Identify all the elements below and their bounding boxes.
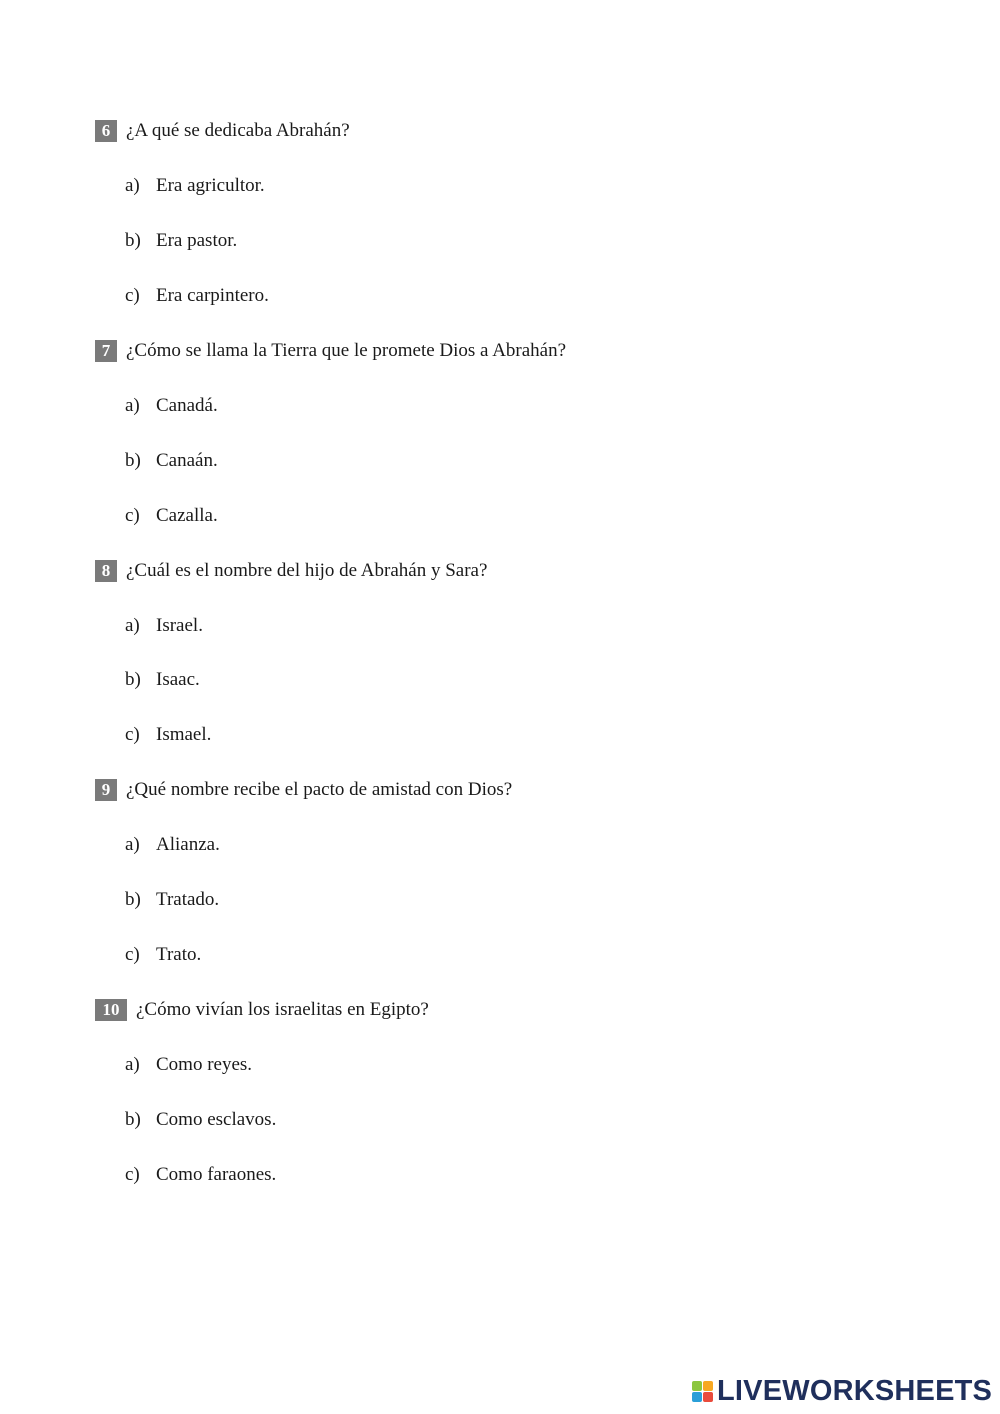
option-letter: c) (125, 285, 140, 306)
option-7a[interactable] (125, 394, 218, 418)
logo-square-green (692, 1381, 702, 1391)
logo-square-orange (703, 1381, 713, 1391)
option-text: Como faraones. (156, 1164, 277, 1185)
option-text: Como reyes. (156, 1054, 253, 1075)
option-text: Canaán. (156, 450, 218, 471)
option-6b[interactable] (125, 229, 237, 253)
question-text: ¿A qué se dedicaba Abrahán? (126, 120, 350, 141)
option-letter: b) (125, 889, 141, 910)
option-9a[interactable] (125, 833, 220, 857)
option-letter: b) (125, 669, 141, 690)
logo-square-blue (692, 1392, 702, 1402)
option-letter: b) (125, 1109, 141, 1130)
option-text: Isaac. (156, 669, 200, 690)
question-number-badge: 7 (95, 340, 117, 362)
option-8a[interactable] (125, 614, 203, 638)
option-text: Canadá. (156, 395, 218, 416)
question-8 (95, 559, 487, 583)
option-text: Era pastor. (156, 230, 238, 251)
option-letter: a) (125, 834, 140, 855)
option-10c[interactable] (125, 1163, 276, 1187)
option-6c[interactable] (125, 284, 269, 308)
question-number-badge: 10 (95, 999, 127, 1021)
logo-square-red (703, 1392, 713, 1402)
option-letter: a) (125, 615, 140, 636)
question-number-badge: 8 (95, 560, 117, 582)
question-text: ¿Qué nombre recibe el pacto de amistad con Dios? (126, 779, 513, 800)
option-text: Trato. (156, 944, 202, 965)
question-10 (95, 998, 429, 1022)
option-9b[interactable] (125, 888, 219, 912)
question-number-badge: 9 (95, 779, 117, 801)
option-letter: c) (125, 1164, 140, 1185)
option-letter: c) (125, 944, 140, 965)
option-text: Era agricultor. (156, 175, 265, 196)
question-number-badge: 6 (95, 120, 117, 142)
liveworksheets-logo (692, 1374, 992, 1408)
option-9c[interactable] (125, 943, 201, 967)
option-text: Ismael. (156, 724, 212, 745)
question-6 (95, 119, 350, 143)
question-text: ¿Cuál es el nombre del hijo de Abrahán y Sara? (126, 560, 488, 581)
option-letter: c) (125, 505, 140, 526)
option-letter: a) (125, 1054, 140, 1075)
option-8c[interactable] (125, 723, 211, 747)
option-letter: a) (125, 395, 140, 416)
option-letter: b) (125, 230, 141, 251)
liveworksheets-logo-icon (692, 1381, 713, 1402)
option-letter: c) (125, 724, 140, 745)
option-text: Era carpintero. (156, 285, 269, 306)
option-text: Alianza. (156, 834, 220, 855)
option-text: Israel. (156, 615, 203, 636)
option-10a[interactable] (125, 1053, 252, 1077)
logo-text: LIVEWORKSHEETS (717, 1375, 993, 1407)
option-letter: b) (125, 450, 141, 471)
question-text: ¿Cómo se llama la Tierra que le promete Dios a Abrahán? (126, 340, 567, 361)
option-7c[interactable] (125, 504, 218, 528)
option-text: Cazalla. (156, 505, 218, 526)
option-8b[interactable] (125, 668, 200, 692)
question-9 (95, 778, 512, 802)
option-letter: a) (125, 175, 140, 196)
option-6a[interactable] (125, 174, 265, 198)
option-text: Tratado. (156, 889, 220, 910)
option-7b[interactable] (125, 449, 218, 473)
question-7 (95, 339, 566, 363)
option-10b[interactable] (125, 1108, 276, 1132)
question-text: ¿Cómo vivían los israelitas en Egipto? (136, 999, 429, 1020)
option-text: Como esclavos. (156, 1109, 277, 1130)
